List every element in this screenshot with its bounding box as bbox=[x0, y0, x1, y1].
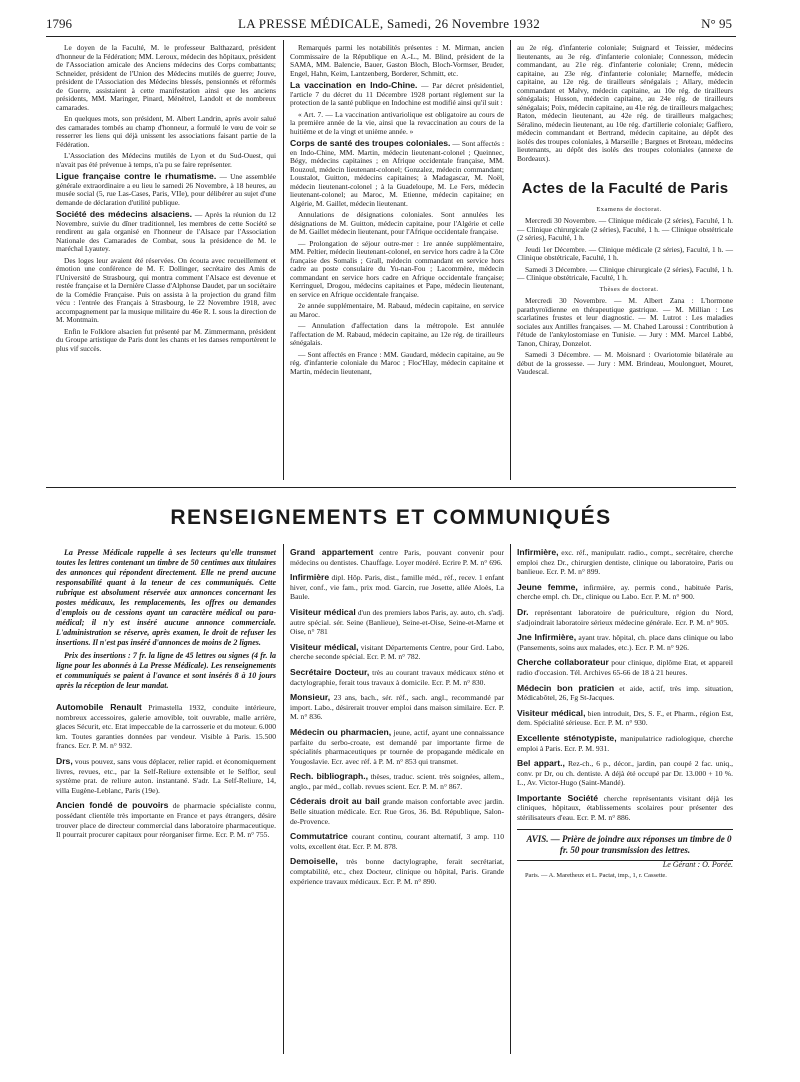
classified-ad-text: cherche représentants visitant déjà les cliniques, hôpitaux, établissements scolaires pour présenter des stérilisateurs d'eau. Ecr. P. M. n° 886. bbox=[517, 793, 733, 823]
news-paragraph: Enfin le Folklore alsacien fut présenté par M. Zimmermann, président du Groupe artistique de Paris dont les chants et les danses remportèrent le plus vif succès. bbox=[56, 326, 276, 353]
classified-ad bbox=[517, 608, 733, 627]
classified-ad-title: Monsieur, bbox=[290, 692, 331, 703]
classified-ad-title: Infirmière bbox=[290, 572, 330, 583]
classified-ad-title: Importante Société bbox=[517, 792, 599, 803]
issue-number: N° 95 bbox=[701, 16, 732, 31]
classified-ad-text: thèses, traduc. scient. très soignées, allem., anglo., par méd., collab. revues scient. Ecr. P. M. n° 867. bbox=[290, 772, 504, 791]
classified-ad-title: Bel appart., bbox=[517, 758, 565, 769]
classified-ad-title: Jeune femme, bbox=[517, 581, 578, 592]
exam-entry: Mercredi 30 Novembre. — Clinique médicale (2 séries), Faculté, 1 h. — Clinique chirurgicale (2 séries), Faculté, 1 h. — Clinique obstétricale (2 séries), Faculté, 1 h. bbox=[517, 216, 733, 242]
news-paragraph: Des loges leur avaient été réservées. On écouta avec recueillement et émotion une conférence de M. F. Dollinger, secrétaire des Amis de l'Université de Strasbourg, qui montra comment l'Alsace est devenue et restée française et la Dernière Classe d'Alphonse Daudet, par un sociétaire de la Comédie Française. Puis on assista à la projection du grand film vécu : l'entrée des Français à Strasbourg, le 22 Novembre 1918, avec accompagnement par la musique militaire du 46e R. I. sous la direction de M. Montmain. bbox=[56, 255, 276, 324]
classified-ad-text: jeune, actif, ayant une connaissance parfaite du serbo-croate, est demandé par importante firme de spécialités pharmaceutiques pr tournée de propagande médicale en Yougoslavie. Ecr. avec réf. à P. M. n° 853 qui transmet. bbox=[290, 727, 504, 766]
news-paragraph: — Sont affectés en France : MM. Gaudard, médecin capitaine, au 9e rég. d'infanterie coloniale du Maroc ; Floc'Hlay, médecin capitaine et Martin, médecin lieutenant, bbox=[290, 349, 504, 376]
classified-ad-text: de pharmacie spécialiste connu, possédant clientèle très importante en France et pays étrangers, désire trouver place de directeur commercial dans laboratoire pharmaceutique. Il pourrait procurer capitaux pour réorganiser firme. Ecr. P. M. n° 755. bbox=[56, 801, 277, 840]
classified-ad-title: Visiteur médical, bbox=[517, 707, 586, 718]
news-column-2 bbox=[290, 44, 504, 379]
news-paragraph: L'Association des Médecins mutilés de Lyon et du Sud-Ouest, qui n'avait pas été prévenue à temps, n'a pu se faire représenter. bbox=[56, 151, 276, 169]
column-divider bbox=[510, 40, 511, 480]
classified-ad bbox=[290, 548, 504, 567]
classified-ad bbox=[290, 797, 504, 826]
classified-ad-title: Visiteur médical bbox=[290, 606, 356, 617]
classified-ad bbox=[290, 857, 504, 886]
theses-heading: Thèses de doctorat. bbox=[599, 285, 659, 293]
news-text: Sont affectés : en Indo-Chine, MM. Martin, médecin lieutenant-colonel ; Queinnec, Bégy, médecins capitaines ; en Afrique occidentale française, MM. Rouzoul, médecin lieutenant-colonel; Gonzalez, médecin commandant; Loustalot, Guitton, médecins capitaines; à Madagascar, M. Noël, médecin lieutenant-colonel ; à la Guadeloupe, M. Le Fers, médecin lieutenant-colonel; au Maroc, M. Etienne, médecin capitaine; en Algérie, M. Gaillet, médecin lieutenant. bbox=[290, 139, 504, 208]
news-paragraph: En quelques mots, son président, M. Albert Landrin, après avoir salué des camarades tombés au champ d'honneur, a formulé le vœu de voir se resserrer les liens qui déjà unissent les associations faisant partie de la Fédération. bbox=[56, 114, 276, 149]
news-heading: Corps de santé des troupes coloniales. bbox=[290, 138, 451, 148]
ads-column-1 bbox=[56, 548, 276, 846]
news-text: Une assemblée générale extraordinaire a eu lieu le samedi 26 Novembre, à 18 heures, au musée social (5, rue Las-Cases, Paris, VIIe), pour délibérer au sujet d'une demande de déclaration d'utilité publique. bbox=[56, 172, 276, 207]
column-divider bbox=[283, 40, 284, 480]
news-paragraph: — Prolongation de séjour outre-mer : 1re année supplémentaire, MM. Peltier, médecin lieutenant-colonel, en service hors cadre à la Côte française des Somalis ; Grall, médecin commandant en service hors cadre au poste consulaire du Yu-nan-Fou ; Lacommère, médecin commandant en service hors cadre en Afrique occidentale française; Kerringuel, Drogou, médecins capitaines et Pape, médecin lieutenant, en service en Afrique occidentale française. bbox=[290, 238, 504, 299]
thesis-entry: Samedi 3 Décembre. — M. Moisnard : Ovariotomie bilatérale au début de la grossesse. — Jury : MM. Brindeau, Moulonguet, Mouret, Vaudescal. bbox=[517, 350, 733, 376]
classified-ad bbox=[517, 583, 733, 602]
classified-ad-text: Primastella 1932, conduite intérieure, nombreux accessoires, galerie amovible, toit ouvrable, malle arrière, glaces Sécurit, etc. Etat impeccable de la carrosserie et du moteur. 6.000 km. Toutes garanties données par vendeur. Visible à Paris. 15.500 francs. Ecr. P. M. n° 932. bbox=[56, 703, 276, 751]
classified-ad bbox=[517, 633, 733, 652]
classified-ad-text: exc. réf., manipulatr. radio., compt., secrétaire, cherche emploi chez Dr., chirurgien dentiste, clinique ou laboratoire, Paris ou banlieue. Ecr. P. M. n° 899. bbox=[517, 548, 733, 577]
news-paragraph: Annulations de désignations coloniales. Sont annulées les désignations de M. Guitton, médecin capitaine, pour l'Algérie et celle de M. Gaillet médecin lieutenant, pour l'Afrique occidentale française. bbox=[290, 210, 504, 236]
news-paragraph: Le doyen de la Faculté, M. le professeur Balthazard, président d'honneur de la Fédération; MM. Leroux, médecin des hôpitaux, président de l'Association amicale des Anciens médecins des Corps combattants; Schneider, président de l'Union des Médecins mutilés de guerre; Jouve, président de l'Association des Médecins blessés, pensionnés et réformés de Guerre, assistaient à cette manifestation ainsi que les anciens présidents, MM. Maringer, Pinard, Ménétrel, Landolt et de nombreux camarades. bbox=[56, 43, 276, 112]
classified-ad bbox=[56, 801, 276, 839]
classified-ad bbox=[517, 759, 733, 788]
faculty-acts-title: Actes de la Faculté de Paris bbox=[521, 180, 729, 197]
printer-imprint: Paris. — A. Maretheux et L. Pactat, imp., 1, r. Cassette. bbox=[525, 872, 667, 880]
classified-ad-title: Céderais droit au bail bbox=[290, 796, 380, 807]
classified-ad-title: Médecin bon praticien bbox=[517, 682, 615, 693]
classified-ad bbox=[517, 684, 733, 703]
classified-ad-text: et aide, actif, très imp. situation, Médicabôtel, 26, Fg St-Jacques. bbox=[517, 683, 733, 703]
section-title: RENSEIGNEMENTS ET COMMUNIQUÉS bbox=[170, 506, 612, 529]
classified-ad bbox=[290, 573, 504, 602]
classified-ad bbox=[290, 728, 504, 766]
classified-ad bbox=[517, 548, 733, 577]
news-heading: Société des médecins alsaciens. bbox=[56, 209, 193, 219]
classified-ad bbox=[56, 703, 276, 751]
classified-ad-text: dipl. Hôp. Paris, dist., famille méd., réf., recev. 1 enfant hiver, conf., vie fam., prix mod. Garcin, rue Josette, allée Aloès, La Baule. bbox=[290, 573, 504, 602]
section-rule bbox=[46, 487, 736, 488]
thesis-entry: Mercredi 30 Novembre. — M. Albert Zana : L'hormone parathyroïdienne en thérapeutique gastrique. — M. Millian : Les scarlatines frustes et leur diagnostic. — M. Lutrot : Les maladies sociales aux Antilles françaises. — M. Chahed Laroussi : Contribution à l'étude de l'ankylostomiase en Tunisie. — Jury : MM. Marcel Labbé, Tanon, Chiray, Donzelot. bbox=[517, 296, 733, 348]
classified-ad bbox=[290, 772, 504, 791]
classified-ad-text: représentant laboratoire de puériculture, région du Nord, s'adjoindrait laboratoire sérieux médecine générale. Ecr. P. M. n° 905. bbox=[517, 607, 733, 627]
classified-ad-title: Automobile Renault bbox=[56, 702, 142, 712]
news-paragraph: « Art. 7. — La vaccination antivariolique est obligatoire au cours de la première année de la vie, ainsi que la revaccination au cours de la huitième et de la vingt et unième année. » bbox=[290, 109, 504, 136]
avis-notice: AVIS. — Prière de joindre aux réponses un timbre de 0 fr. 50 pour transmission des lettres. bbox=[526, 833, 732, 855]
classified-ad bbox=[517, 734, 733, 753]
avis-rule bbox=[517, 829, 733, 830]
classified-ad-text: grande maison confortable avec jardin. Belle situation médicale. Ecr. Rue Gros, 36. Bd. République, Salon-de-Provence. bbox=[290, 797, 504, 826]
column-divider bbox=[510, 544, 511, 1054]
classified-ad bbox=[290, 643, 504, 662]
classified-ad-text: visitant Départements Centre, pour Grd. Labo, cherche seconde spécial. Ecr. P. M. n° 782. bbox=[290, 642, 504, 662]
classified-ad-text: très au courant travaux médicaux sténo et dactylographie, ferait tous travaux à domicile. Ecr. P. M. n° 830. bbox=[290, 667, 504, 687]
classified-ad-title: Visiteur médical, bbox=[290, 641, 359, 652]
classified-ad bbox=[290, 832, 504, 851]
journal-title: LA PRESSE MÉDICALE, Samedi, 26 Novembre 1932 bbox=[237, 16, 541, 31]
classified-ad-title: Drs, bbox=[56, 755, 73, 766]
classified-ad bbox=[290, 693, 504, 722]
classified-ad bbox=[517, 709, 733, 728]
classified-ad-text: très bonne dactylographe, ferait secrétariat, comptabilité, etc., chez Docteur, clinique ou hôpital, Paris. Grande expérience travaux médicaux. Ecr. P. M. n° 890. bbox=[290, 857, 504, 886]
news-paragraph: — Annulation d'affectation dans la métropole. Est annulée l'affectation de M. Rabaud, médecin capitaine, au 12e rég. de tirailleurs sénégalais. bbox=[290, 321, 504, 347]
classified-ad-text: pour clinique, diplôme Etat, et appareil radio d'occasion. Tél. Archives 65-66 de 18 à 21 heures. bbox=[517, 658, 733, 677]
classified-ad bbox=[517, 658, 733, 677]
news-heading: Ligue française contre le rhumatisme. bbox=[56, 171, 217, 181]
classified-ad bbox=[56, 757, 276, 795]
classified-ad bbox=[290, 608, 504, 637]
ads-list bbox=[56, 703, 276, 840]
classified-ad-title: Cherche collaborateur bbox=[517, 657, 609, 668]
classified-ad-title: Médecin ou pharmacien, bbox=[290, 726, 392, 737]
gerant-signature: Le Gérant : O. Porée. bbox=[662, 859, 733, 869]
exam-entry: Samedi 3 Décembre. — Clinique chirurgicale (2 séries), Faculté, 1 h. — Clinique obstétricale, Faculté, 1 h. bbox=[517, 264, 733, 282]
news-item-vaccination: La vaccination en Indo-Chine. — Par décret présidentiel, l'article 7 du décret du 11 Décembre 1928 portant règlement sur la protection de la santé publique en Indochine est modifié ainsi qu'il suit : bbox=[290, 80, 504, 107]
classified-ad-text: ayant trav. hôpital, ch. place dans clinique ou labo (Pansements, soins aux malades, etc.). Ecr. P. M. n° 926. bbox=[517, 633, 733, 652]
news-heading: La vaccination en Indo-Chine. bbox=[290, 80, 418, 90]
news-item-corps-sante: Corps de santé des troupes coloniales. — Sont affectés : en Indo-Chine, MM. Martin, médecin lieutenant-colonel ; Queinnec, Bégy, médecins capitaines ; en Afrique occidentale française, MM. Rouzoul, médecin lieutenant-colonel; Gonzalez, médecin commandant; Loustalot, Guitton, médecins capitaines; à Madagascar, M. Noël, médecin lieutenant-colonel ; à la Guadeloupe, M. Le Fers, médecin lieutenant-colonel; au Maroc, M. Etienne, médecin capitaine; en Algérie, M. Gaillet, médecin lieutenant. bbox=[290, 138, 504, 208]
ads-list bbox=[517, 548, 733, 823]
ads-intro: La Presse Médicale rappelle à ses lecteurs qu'elle transmet toutes les lettres contenant un timbre de 50 centimes aux titulaires des annonces qui répondent directement. Elle ne prend aucune responsabilité quant à la teneur de ces communiqués. Cette rubrique est absolument réservée aux annonces concernant les postes médicaux, les remplacements, les offres ou demandes d'emplois ou de cessions ayant un caractère médical ou para-médical; il n'y est inséré aucune annonce commerciale. L'administration se réserve, après examen, le droit de refuser les insertions. Il n'est pas inséré d'annonces de moins de 2 lignes. bbox=[56, 548, 276, 647]
news-item-rhumatisme: Ligue française contre le rhumatisme. — Une assemblée générale extraordinaire a eu lieu le samedi 26 Novembre, à 18 heures, au musée social (5, rue Las-Cases, Paris, VIIe), pour délibérer au sujet d'une demande de déclaration d'utilité publique. bbox=[56, 171, 276, 207]
news-paragraph: au 2e rég. d'infanterie coloniale; Suignard et Teissier, médecins lieutenants, au 3e rég. d'infanterie coloniale; Connesson, médecin commandant, au 21e rég. d'infanterie coloniale; Crenn, médecin capitaine, au 23e rég. d'infanterie coloniale; Marneffe, médecin capitaine, au 12e rég. de tirailleurs sénégalais ; Allary, médecin commandant et Malvy, médecin capitaine, au 10e rég. de tirailleurs sénégalais; Husson, médecin capitaine, au 24e rég. de tirailleurs sénégalais; Poix, médecin capitaine, au 41e rég. de tirailleurs malgaches; Raton, médecin lieutenant, au 42e rég. de tirailleurs malgaches; Séralino, médecin lieutenant, au 10e rég. d'artillerie coloniale; Gaffiero, médecin commandant et Bertrand, médecin capitaine, au dépôt des isolés des troupes coloniales, à Marseille ; Bargnes et Breteau, médecins lieutenants, au dépôt des isolés des troupes coloniales (annexe de Bordeaux). bbox=[517, 43, 733, 163]
classified-ad bbox=[517, 794, 733, 823]
classified-ad-text: courant continu, courant alternatif, 3 amp. 110 volts, excellent état. Ecr. P. M. 878. bbox=[290, 832, 504, 851]
classified-ad-text: Rez-ch., 6 p., décor., jardin, pan coupé 2 fac. uniq., conv. pr Dr, ou ch. dentiste. A déjà été occupé par Dr. 13.000 + 10 %. L., Av. Victor-Hugo (Saint-Mandé). bbox=[517, 759, 733, 788]
classified-ad-title: Grand appartement bbox=[290, 547, 374, 557]
page-header bbox=[46, 14, 732, 34]
classified-ad-text: 23 ans, bach., sér. réf., sach. angl., recommandé par import. Labo., désirerait trouver emploi dans maison similaire. Ecr. P. M. n° 836. bbox=[290, 693, 504, 722]
ads-column-2 bbox=[290, 548, 504, 892]
news-text: Après la réunion du 12 Novembre, suivie du dîner traditionnel, les membres de cette Société se rendirent au gala organisé en l'honneur de l'Alsace par l'Association Nationale des Camarades de Combat, sous la présidence de M. le maréchal Lyautey. bbox=[56, 210, 276, 253]
ads-prices: Prix des insertions : 7 fr. la ligne de 45 lettres ou signes (4 fr. la ligne pour les abonnés à La Presse Médicale). Les renseignements et communiqués se paient à l'avance et sont insérés 8 à 10 jours après la réception de leur mandat. bbox=[56, 651, 276, 690]
ads-column-3 bbox=[517, 548, 733, 884]
classified-ad-text: centre Paris, pouvant convenir pour médecins ou dentistes. Chauffage. Loyer modéré. Ecrire P. M. n° 696. bbox=[290, 548, 505, 567]
classified-ad bbox=[290, 668, 504, 687]
news-text: Par décret présidentiel, l'article 7 du décret du 11 Décembre 1928 portant règlement sur la protection de la santé publique en Indochine est modifié ainsi qu'il suit : bbox=[290, 81, 504, 107]
classified-ad-title: Jne Infirmière, bbox=[517, 632, 577, 643]
classified-ad-text: d'un des premiers labos Paris, ay. auto, ch. s'adj. autre spécial. sér. Seine (Banlieue), Seine-et-Oise, Seine-et-Marne et Oise, n° 781 bbox=[290, 607, 504, 637]
classified-ad-title: Dr. bbox=[517, 606, 529, 617]
exam-entry: Jeudi 1er Décembre. — Clinique médicale (2 séries), Faculté, 1 h. — Clinique obstétricale, Faculté, 1 h. bbox=[517, 244, 733, 262]
classified-ad-text: infirmière, ay. permis cond., habituée Paris, cherche empl. ch. Dr., clinique ou Labo. Ecr. P. M. n° 900. bbox=[517, 582, 733, 602]
classified-ad-title: Infirmière, bbox=[517, 547, 559, 557]
news-column-3 bbox=[517, 44, 733, 380]
classified-ad-text: bien introduit, Drs, S. F., et Pharm., région Est, dem. Spécialité sérieuse. Ecr. P. M. n° 930. bbox=[517, 708, 733, 728]
classified-ad-text: manipulatrice radiologique, cherche emploi à Paris. Ecr. P. M. 931. bbox=[517, 733, 733, 753]
header-rule bbox=[46, 36, 736, 37]
classified-ad-title: Rech. bibliograph., bbox=[290, 771, 369, 782]
classified-ad-title: Excellente sténotypiste, bbox=[517, 732, 617, 743]
classified-ad-text: vous pouvez, sans vous déplacer, relier rapid. et économiquement livres, revues, etc., par la Self-Reliure extensible et le Selflor, seul système prat. de reliure auton. instantané. S'adr. La Self-Reliure, 14, villa Eugène-Leblanc, Paris (19e). bbox=[56, 756, 276, 795]
news-item-alsaciens: Société des médecins alsaciens. — Après la réunion du 12 Novembre, suivie du dîner traditionnel, les membres de cette Société se rendirent au gala organisé en l'honneur de l'Alsace par l'Association Nationale des Camarades de Combat, sous la présidence de M. le maréchal Lyautey. bbox=[56, 209, 276, 253]
classified-ad-title: Demoiselle, bbox=[290, 856, 338, 867]
news-paragraph: 2e année supplémentaire, M. Rabaud, médecin capitaine, en service au Maroc. bbox=[290, 301, 504, 319]
exams-heading: Examens de doctorat. bbox=[596, 205, 662, 213]
column-divider bbox=[283, 544, 284, 1054]
classified-ad-title: Ancien fondé de pouvoirs bbox=[56, 800, 169, 811]
classified-ad-title: Secrétaire Docteur, bbox=[290, 666, 370, 677]
news-paragraph: Remarqués parmi les notabilités présentes : M. Mirman, ancien Commissaire de la République en A.-L., M. Blind, président de la SAMA, MM. Balencie, Bauer, Gaston Bloch, Bloch-Vormser, Bruder, Engel, Hahn, Keim, Lantzenberg, Borderer, Schmitt, etc. bbox=[290, 43, 504, 78]
classified-ad-title: Commutatrice bbox=[290, 831, 348, 842]
news-column-1 bbox=[56, 44, 276, 356]
page-number: 1796 bbox=[46, 16, 72, 31]
ads-list bbox=[290, 548, 504, 886]
